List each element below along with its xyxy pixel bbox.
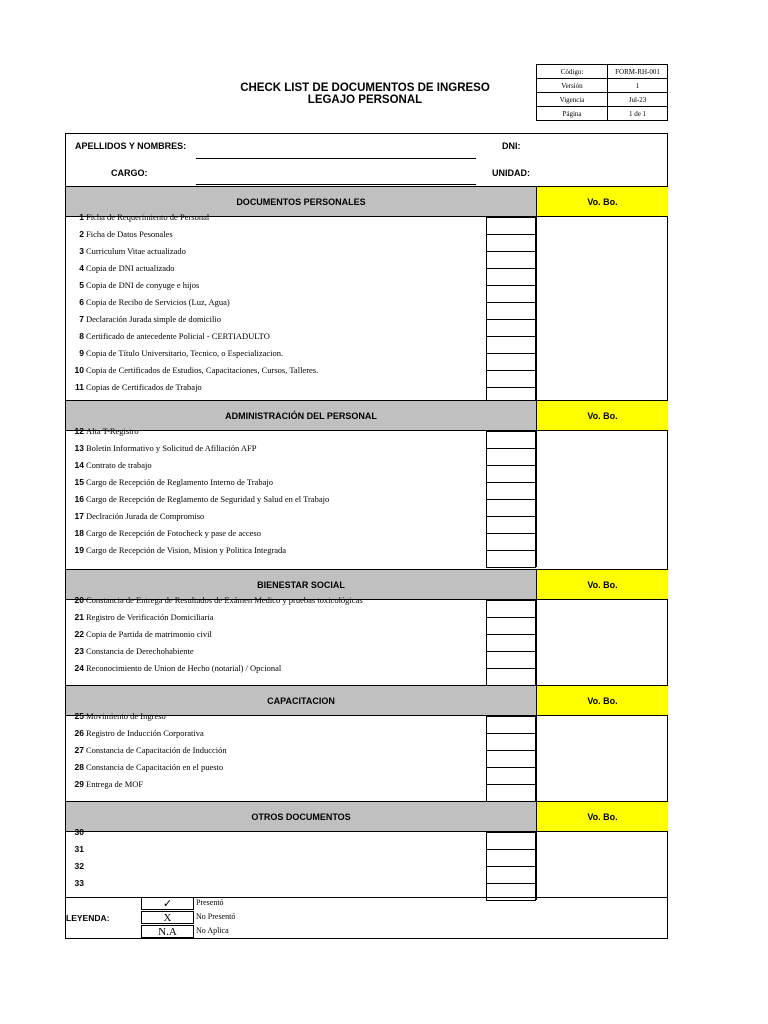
form-code-table (536, 64, 668, 121)
list-item (66, 456, 486, 473)
list-item (66, 378, 486, 395)
item-checkbox[interactable] (486, 550, 536, 568)
code-row (537, 93, 668, 107)
item-text: Copia de Título Universitario, Tecnico, o Especializacion. (86, 347, 284, 358)
item-checkbox[interactable] (486, 617, 536, 635)
code-label: Código: (537, 65, 608, 79)
item-text: Constancia de Derechohabiente (86, 645, 194, 656)
item-checkbox[interactable] (486, 251, 536, 269)
item-text: Ficha de Datos Pesonales (86, 228, 173, 239)
section-header: ADMINISTRACIÓN DEL PERSONAL (66, 400, 536, 431)
item-text: Copia de Recibo de Servicios (Luz, Agua) (86, 296, 230, 307)
item-number: 12 (74, 425, 84, 436)
item-number: 14 (74, 459, 84, 470)
cargo-label: CARGO: (111, 168, 148, 178)
item-checkbox[interactable] (486, 849, 536, 867)
vobo-area-border (536, 217, 537, 404)
list-item (66, 473, 486, 490)
item-number: 31 (74, 843, 84, 854)
item-number: 22 (74, 628, 84, 639)
list-item (66, 874, 486, 891)
list-item (66, 823, 486, 840)
item-number: 26 (74, 727, 84, 738)
item-text: Declaración Jurada simple de domicilio (86, 313, 222, 324)
list-item (66, 541, 486, 558)
item-checkbox[interactable] (486, 499, 536, 517)
item-checkbox[interactable] (486, 234, 536, 252)
code-value: 1 de 1 (608, 107, 668, 121)
item-number: 24 (74, 662, 84, 673)
item-text: Entrega de MOF (86, 778, 144, 789)
item-number: 25 (74, 710, 84, 721)
list-item (66, 659, 486, 676)
code-label: Vigencia (537, 93, 608, 107)
vobo-header: Vo. Bo. (536, 801, 668, 832)
list-item (66, 642, 486, 659)
item-text: Declración Jurada de Compromiso (86, 510, 205, 521)
list-item (66, 276, 486, 293)
item-checkbox[interactable] (486, 516, 536, 534)
item-checkbox[interactable] (486, 866, 536, 884)
list-item (66, 608, 486, 625)
item-text: Registro de Verificación Domiciliaria (86, 611, 214, 622)
item-checkbox[interactable] (486, 784, 536, 802)
item-text: Reconocimiento de Union de Hecho (notarial) / Opcional (86, 662, 282, 673)
list-item (66, 625, 486, 642)
list-item (66, 293, 486, 310)
code-row (537, 107, 668, 121)
code-row (537, 79, 668, 93)
list-item (66, 259, 486, 276)
item-number: 20 (74, 594, 84, 605)
item-number: 23 (74, 645, 84, 656)
list-item (66, 439, 486, 456)
item-checkbox[interactable] (486, 733, 536, 751)
legend-text: No Aplica (196, 926, 229, 935)
item-text: Copia de DNI de conyuge e hijos (86, 279, 200, 290)
item-checkbox[interactable] (486, 448, 536, 466)
list-item (66, 361, 486, 378)
item-checkbox[interactable] (486, 319, 536, 337)
item-text: Cargo de Recepción de Reglamento Interno de Trabajo (86, 476, 274, 487)
item-number: 30 (74, 826, 84, 837)
item-text: Boletin Informativo y Solicitud de Afiliación AFP (86, 442, 257, 453)
item-checkbox[interactable] (486, 832, 536, 850)
list-item (66, 524, 486, 541)
item-checkbox[interactable] (486, 533, 536, 551)
vobo-area-border (536, 716, 537, 801)
item-number: 9 (79, 347, 84, 358)
vobo-header: Vo. Bo. (536, 186, 668, 217)
names-field[interactable] (196, 158, 476, 159)
item-number: 5 (79, 279, 84, 290)
item-text: Copias de Certificados de Trabajo (86, 381, 202, 392)
dni-label: DNI: (502, 141, 521, 151)
item-number: 15 (74, 476, 84, 487)
item-text: Copia de DNI actualizado (86, 262, 175, 273)
list-item (66, 344, 486, 361)
item-checkbox[interactable] (486, 750, 536, 768)
item-number: 4 (79, 262, 84, 273)
item-text: Cargo de Recepción de Vision, Mision y Politica Integrada (86, 544, 287, 555)
item-number: 11 (75, 381, 84, 392)
item-checkbox[interactable] (486, 336, 536, 354)
item-text: Registro de Inducción Corporativa (86, 727, 204, 738)
names-label: APELLIDOS Y NOMBRES: (75, 141, 187, 151)
item-checkbox[interactable] (486, 600, 536, 618)
item-checkbox[interactable] (486, 716, 536, 734)
item-number: 27 (74, 744, 84, 755)
item-number: 10 (74, 364, 84, 375)
item-number: 17 (74, 510, 84, 521)
vobo-header: Vo. Bo. (536, 569, 668, 600)
vobo-header: Vo. Bo. (536, 685, 668, 716)
item-number: 28 (74, 761, 84, 772)
section-header: OTROS DOCUMENTOS (66, 801, 536, 832)
item-number: 29 (74, 778, 84, 789)
list-item (66, 857, 486, 874)
list-item (66, 507, 486, 524)
item-checkbox[interactable] (486, 651, 536, 669)
vobo-area-border (536, 600, 537, 685)
item-number: 1 (79, 211, 84, 222)
form-subtitle: LEGAJO PERSONAL (307, 94, 423, 106)
legend-symbol: X (141, 911, 194, 924)
vobo-area-border (536, 431, 537, 567)
list-item (66, 775, 486, 792)
code-label: Página (537, 107, 608, 121)
item-number: 2 (79, 228, 84, 239)
item-text: Contrato de trabajo (86, 459, 152, 470)
item-number: 16 (74, 493, 84, 504)
code-label: Versión (537, 79, 608, 93)
item-checkbox[interactable] (486, 634, 536, 652)
list-item (66, 490, 486, 507)
item-checkbox[interactable] (486, 217, 536, 235)
item-checkbox[interactable] (486, 767, 536, 785)
item-text: Movimiento de Ingreso (86, 710, 166, 721)
item-checkbox[interactable] (486, 465, 536, 483)
section-header: BIENESTAR SOCIAL (66, 569, 536, 600)
item-number: 8 (79, 330, 84, 341)
item-number: 18 (74, 527, 84, 538)
item-checkbox[interactable] (486, 268, 536, 286)
item-number: 33 (74, 877, 84, 888)
list-item (66, 707, 486, 724)
legend-label: LEYENDA: (66, 913, 110, 923)
item-checkbox[interactable] (486, 302, 536, 320)
item-checkbox[interactable] (486, 370, 536, 388)
item-number: 21 (74, 611, 84, 622)
list-item (66, 591, 486, 608)
item-number: 3 (79, 245, 84, 256)
item-number: 7 (79, 313, 84, 324)
item-text: Curriculum Vitae actualizado (86, 245, 186, 256)
section-header: CAPACITACION (66, 685, 536, 716)
code-value: 1 (608, 79, 668, 93)
item-text: Constancia de Capacitación de Inducción (86, 744, 227, 755)
vobo-area-border (536, 832, 537, 900)
code-value: FORM-RH-001 (608, 65, 668, 79)
legend-text: Presentó (196, 898, 224, 907)
cargo-field[interactable] (196, 184, 476, 185)
list-item (66, 840, 486, 857)
item-text: Copia de Partida de matrimonio civil (86, 628, 212, 639)
item-number: 6 (79, 296, 84, 307)
item-text: Cargo de Recepción de Fotocheck y pase de acceso (86, 527, 261, 538)
vobo-header: Vo. Bo. (536, 400, 668, 431)
list-item (66, 741, 486, 758)
legend-symbol: N.A (141, 925, 194, 938)
list-item (66, 327, 486, 344)
list-item (66, 724, 486, 741)
item-text: Certificado de antecedente Policial - CERTIADULTO (86, 330, 270, 341)
legend-symbol: ✓ (141, 897, 194, 910)
item-text: Ficha de Requerimiento de Personal (86, 211, 210, 222)
item-number: 32 (74, 860, 84, 871)
item-checkbox[interactable] (486, 482, 536, 500)
item-text: Cargo de Recepción de Reglamento de Seguridad y Salud en el Trabajo (86, 493, 330, 504)
code-row (537, 65, 668, 79)
item-checkbox[interactable] (486, 668, 536, 686)
list-item (66, 422, 486, 439)
item-text: Constancia de Capacitación en el puesto (86, 761, 224, 772)
list-item (66, 225, 486, 242)
list-item (66, 758, 486, 775)
code-value: Jul-23 (608, 93, 668, 107)
item-checkbox[interactable] (486, 353, 536, 371)
item-text: Constancia de Entrega de Resultados de Exámen Medico y pruebas toxicológicas (86, 594, 363, 605)
list-item (66, 242, 486, 259)
section-header: DOCUMENTOS PERSONALES (66, 186, 536, 217)
item-checkbox[interactable] (486, 431, 536, 449)
item-number: 19 (74, 544, 84, 555)
item-text: Copia de Certificados de Estudios, Capacitaciones, Cursos, Talleres. (86, 364, 319, 375)
list-item (66, 208, 486, 225)
unidad-label: UNIDAD: (492, 168, 530, 178)
list-item (66, 310, 486, 327)
item-checkbox[interactable] (486, 883, 536, 901)
item-number: 13 (74, 442, 84, 453)
item-checkbox[interactable] (486, 285, 536, 303)
form-title: CHECK LIST DE DOCUMENTOS DE INGRESO (240, 82, 490, 94)
legend-text: No Presentó (196, 912, 236, 921)
item-text: Alta T-Registro (86, 425, 139, 436)
